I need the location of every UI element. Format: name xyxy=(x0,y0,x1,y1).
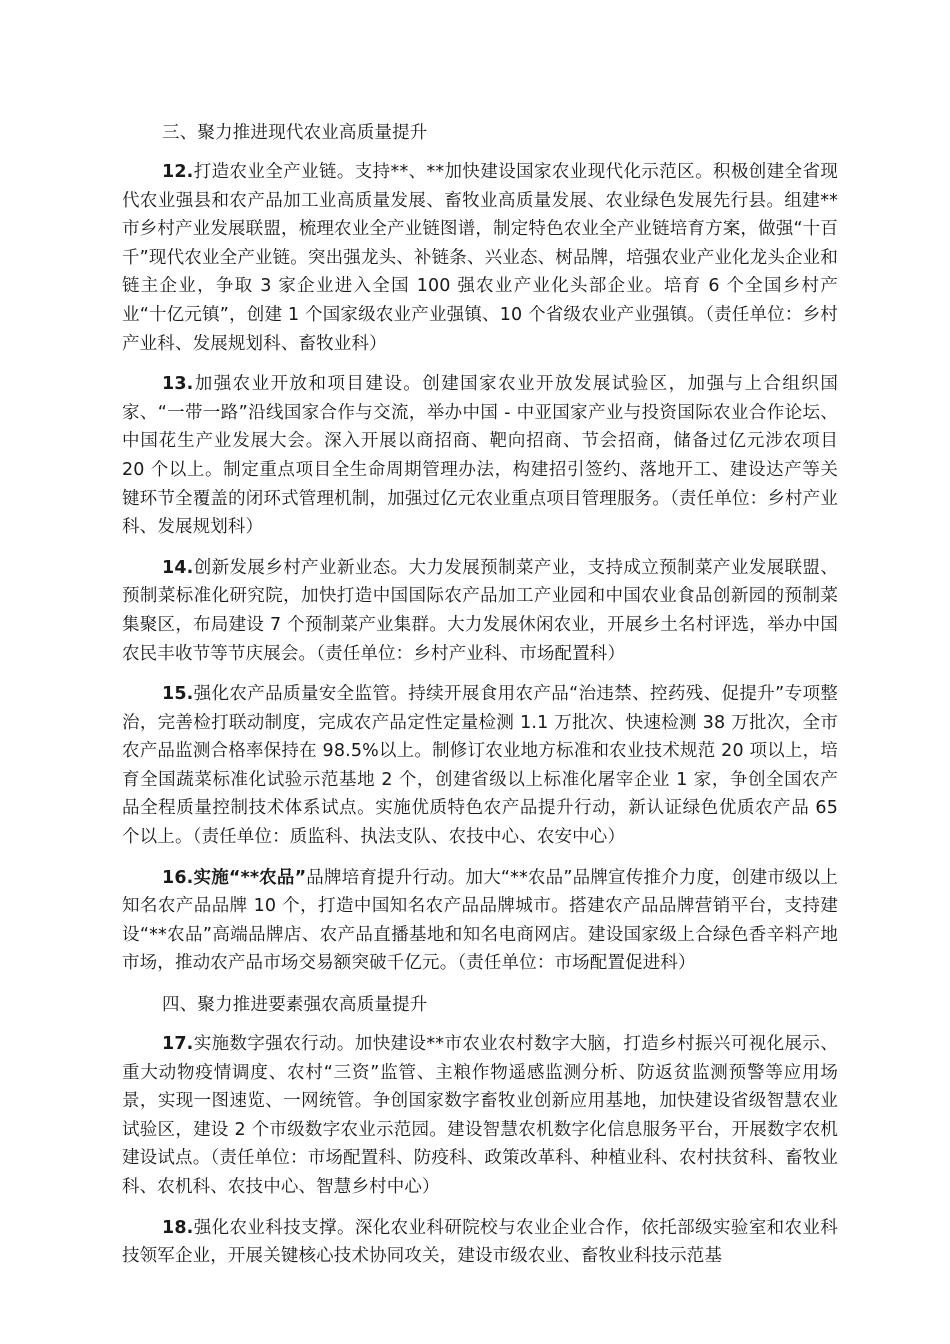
list-item xyxy=(122,158,838,358)
list-item xyxy=(122,370,838,542)
section-heading: 四、聚力推进要素强农高质量提升 xyxy=(162,995,428,1016)
item-number: 12. xyxy=(162,162,194,182)
item-number: 18. xyxy=(162,1217,194,1238)
document-page xyxy=(122,118,838,1283)
item-number: 16. xyxy=(162,867,194,888)
item-number: 13. xyxy=(162,374,194,395)
item-text: 品牌培育提升行动。加大“**农品”品牌宣传推介力度，创建市级以上知名农产品品牌 10 个，打造中国知名农产品品牌城市。搭建农产品品牌营销平台，支持建设“**农品”高端品牌店、农产品直播基地和知名电商网店。建设国家级上合绿色香辛料产地市场，推动农产品市场交易额突破千亿元。（责任单位：市场配置促进科） xyxy=(122,867,838,974)
item-text: 实施数字强农行动。加快建设**市农业农村数字大脑，打造乡村振兴可视化展示、重大动物疫情调度、农村“三资”监管、主粮作物遥感监测分析、防返贫监测预警等应用场景，实现一图速览、一网统管。争创国家数字畜牧业创新应用基地，加快建设省级智慧农业试验区，建设 2 个市级数字农业示范园。建设智慧农机数字化信息服务平台，开展数字农机建设试点。（责任单位：市场配置科、防疫科、政策改革科、种植业科、农村扶贫科、畜牧业科、农机科、农技中心、智慧乡村中心） xyxy=(122,1034,838,1197)
item-number: 17. xyxy=(162,1034,194,1055)
item-text: 创新发展乡村产业新业态。大力发展预制菜产业，支持成立预制菜产业发展联盟、预制菜标准化研究院，加快打造中国国际农产品加工产业园和中国农业食品创新园的预制菜集聚区，布局建设 7 个预制菜产业集群。大力发展休闲农业，开展乡土名村评选，举办中国农民丰收节等节庆展会。（责任单位：乡村产业科、市场配置科） xyxy=(122,557,838,664)
item-text: 强化农业科技支撑。深化农业科研院校与农业企业合作，依托部级实验室和农业科技领军企业，开展关键核心技术协同攻关，建设市级农业、畜牧业科技示范基 xyxy=(122,1217,838,1267)
list-item xyxy=(122,864,838,978)
item-text: 强化农产品质量安全监管。持续开展食用农产品“治违禁、控药残、促提升”专项整治，完善检打联动制度，完成农产品定性定量检测 1.1 万批次、快速检测 38 万批次，全市农产品监测合格率保持在 98.5%以上。制修订农业地方标准和农业技术规范 20 项以上，培育全国蔬菜标准化试验示范基地 2 个，创建省级以上标准化屠宰企业 1 家，争创全国农产品全程质量控制技术体系试点。实施优质特色农产品提升行动，新认证绿色优质农产品 65 个以上。（责任单位：质监科、执法支队、农技中心、农安中心） xyxy=(122,684,838,848)
list-item xyxy=(122,554,838,668)
section-heading: 三、聚力推进现代农业高质量提升 xyxy=(162,123,428,143)
list-item xyxy=(122,1214,838,1271)
item-number: 14. xyxy=(162,557,194,578)
list-item xyxy=(122,1030,838,1202)
item-text: 打造农业全产业链。支持**、**加快建设国家农业现代化示范区。积极创建全省现代农业强县和农产品加工业高质量发展、畜牧业高质量发展、农业绿色发展先行县。组建**市乡村产业发展联盟，梳理农业全产业链图谱，制定特色农业全产业链培育方案，做强“十百千”现代农业全产业链。突出强龙头、补链条、兴业态、树品牌，培强农业产业化龙头企业和链主企业，争取 3 家企业进入全国 100 强农业产业化头部企业。培育 6 个全国乡村产业“十亿元镇”，创建 1 个国家级农业产业强镇、10 个省级农业产业强镇。（责任单位：乡村产业科、发展规划科、畜牧业科） xyxy=(122,162,838,354)
item-number: 15. xyxy=(162,684,194,705)
item-bold-lead: 实施“**农品” xyxy=(193,867,307,888)
list-item xyxy=(122,680,838,852)
item-text: 加强农业开放和项目建设。创建国家农业开放发展试验区，加强与上合组织国家、“一带一路”沿线国家合作与交流，举办中国 - 中亚国家产业与投资国际农业合作论坛、中国花生产业发展大会。深入开展以商招商、靶向招商、节会招商，储备过亿元涉农项目 20 个以上。制定重点项目全生命周期管理办法，构建招引签约、落地开工、建设达产等关键环节全覆盖的闭环式管理机制，加强过亿元农业重点项目管理服务。（责任单位：乡村产业科、发展规划科） xyxy=(122,374,838,538)
